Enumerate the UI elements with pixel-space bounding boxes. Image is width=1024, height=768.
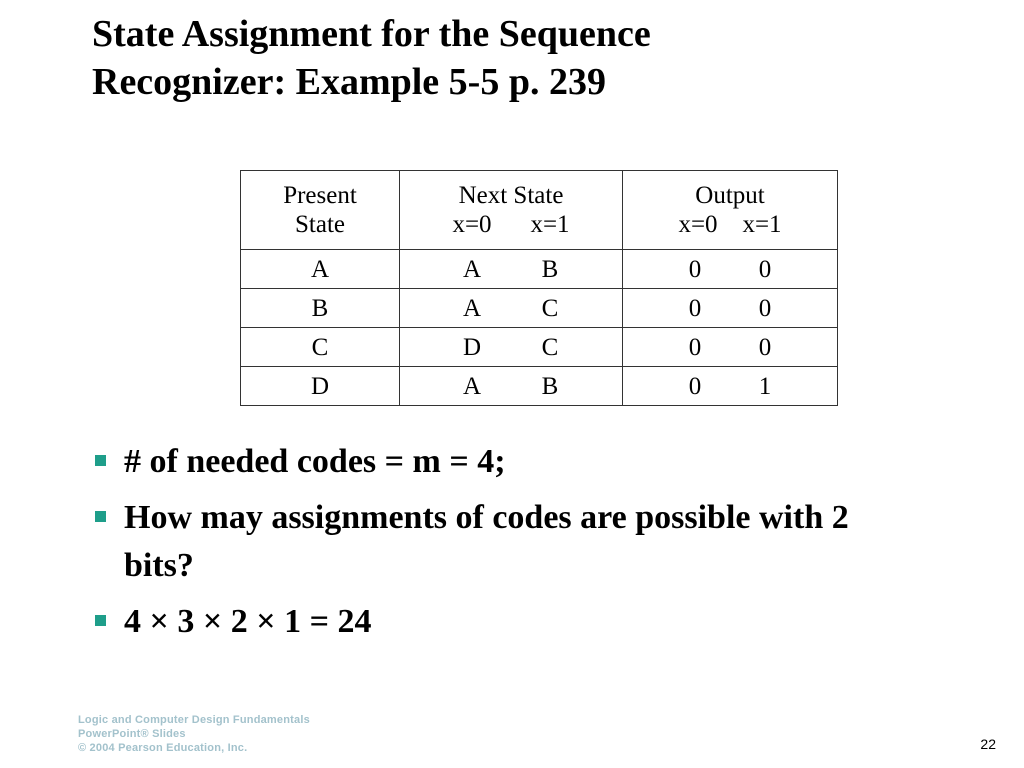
next-state-x1: C [541,294,559,322]
header-next-line-1: Next State [458,182,564,209]
next-state-pair [433,333,589,362]
square-bullet-icon [95,455,106,466]
bullet-list [92,438,852,654]
next-state-pair [433,372,589,401]
output-x1: 1 [758,372,772,400]
header-output-inputs [666,210,794,239]
table-header-row [241,171,838,250]
title-line-1: State Assignment for the Sequence [92,13,651,55]
next-state-x0: A [462,372,482,400]
output-x0: 0 [688,372,702,400]
output-pair [660,255,800,284]
footer-line-1: Logic and Computer Design Fundamentals [78,714,310,726]
bullet-item [92,438,852,486]
header-present-line-2: State [295,211,345,238]
header-present-line-1: Present [283,182,357,209]
present-state-cell: A [241,250,400,289]
present-state-cell: B [241,289,400,328]
bullet-text: How may assignments of codes are possible with 2 bits? [124,499,849,584]
footer-line-2: PowerPoint® Slides [78,728,186,740]
next-state-pair [433,255,589,284]
next-state-x1: B [541,372,559,400]
next-state-x0: A [462,294,482,322]
next-state-pair [433,294,589,323]
table-row [241,328,838,367]
header-next-inputs [433,210,589,239]
output-cell [623,328,838,367]
output-cell [623,289,838,328]
output-cell [623,250,838,289]
page-number: 22 [980,736,996,752]
output-x0: 0 [688,294,702,322]
header-next-state [400,171,623,250]
table-row [241,367,838,406]
output-x1: 0 [758,333,772,361]
state-table [240,170,838,406]
present-state-cell: C [241,328,400,367]
slide-title [92,10,952,106]
footer-line-3: © 2004 Pearson Education, Inc. [78,742,248,754]
header-next-x0: x=0 [452,211,492,238]
output-pair [660,333,800,362]
next-state-x1: B [541,255,559,283]
output-x0: 0 [688,255,702,283]
header-output-x1: x=1 [742,211,782,238]
next-state-x0: D [462,333,482,361]
next-state-cell [400,250,623,289]
output-x1: 0 [758,294,772,322]
title-line-2: Recognizer: Example 5-5 p. 239 [92,61,606,103]
output-pair [660,294,800,323]
table-row [241,250,838,289]
header-output [623,171,838,250]
next-state-cell [400,289,623,328]
output-cell [623,367,838,406]
header-output-x0: x=0 [678,211,718,238]
table-row [241,289,838,328]
output-x0: 0 [688,333,702,361]
output-x1: 0 [758,255,772,283]
header-next-x1: x=1 [530,211,570,238]
present-state-cell: D [241,367,400,406]
header-output-line-1: Output [695,182,765,209]
bullet-text: 4 × 3 × 2 × 1 = 24 [124,603,372,640]
square-bullet-icon [95,615,106,626]
next-state-x0: A [462,255,482,283]
next-state-cell [400,367,623,406]
next-state-x1: C [541,333,559,361]
output-pair [660,372,800,401]
header-present-state [241,171,400,250]
bullet-text: # of needed codes = m = 4; [124,443,506,480]
square-bullet-icon [95,511,106,522]
next-state-cell [400,328,623,367]
footer-credit [78,713,310,755]
bullet-item [92,494,852,590]
bullet-item [92,598,852,646]
